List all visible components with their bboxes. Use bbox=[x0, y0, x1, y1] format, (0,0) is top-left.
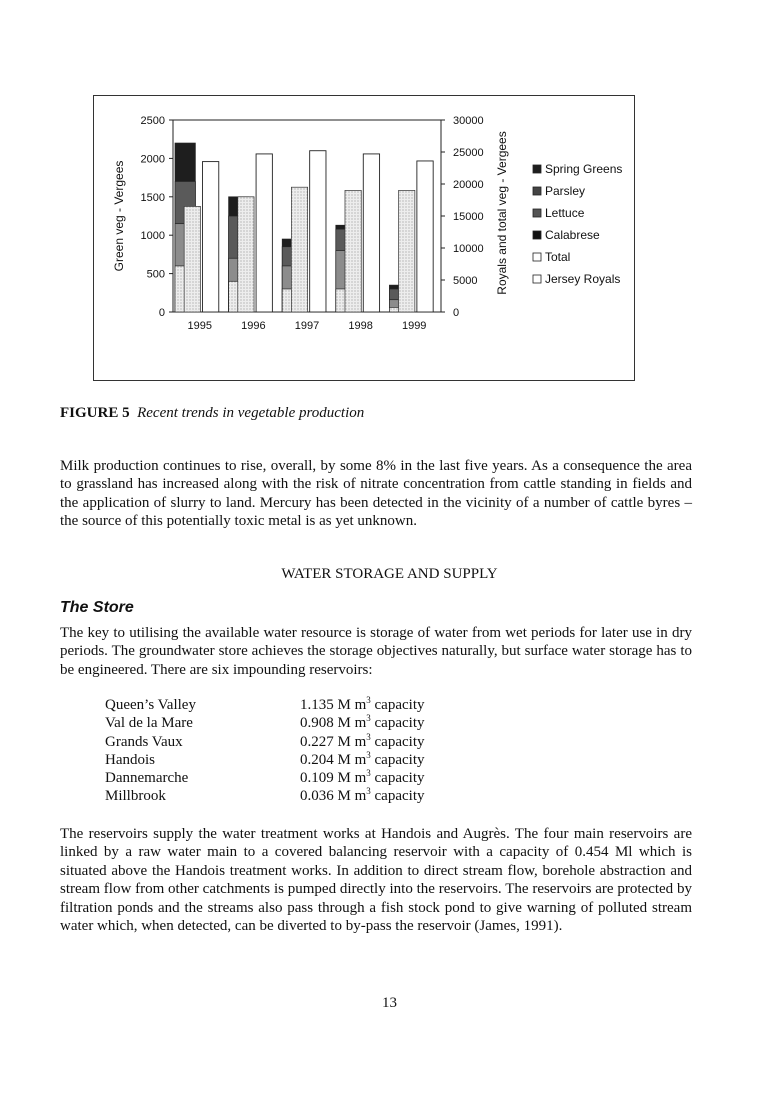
cubic-superscript: 3 bbox=[366, 731, 371, 742]
figure-caption-text: Recent trends in vegetable production bbox=[137, 405, 365, 421]
x-tick-label: 1996 bbox=[241, 320, 266, 332]
bar-jersey-royals-1998 bbox=[345, 190, 361, 312]
reservoir-capacity-value: 0.227 M m bbox=[300, 733, 367, 750]
right-tick-label: 30000 bbox=[453, 115, 484, 127]
left-tick-label: 0 bbox=[158, 307, 165, 319]
x-tick-label: 1995 bbox=[187, 320, 213, 332]
cubic-superscript: 3 bbox=[366, 768, 371, 779]
legend-swatch bbox=[533, 165, 541, 173]
cubic-superscript: 3 bbox=[366, 786, 371, 797]
left-tick-label: 2500 bbox=[140, 115, 165, 127]
section-title: WATER STORAGE AND SUPPLY bbox=[281, 566, 498, 582]
legend-label: Calabrese bbox=[545, 228, 600, 242]
paragraph-milk: Milk production continues to rise, overall, by some 8% in the last five years. As a consequence the area to grassland has increased along with the risk of nitrate concentration from cattle standing in fields and the application of slurry to land. Mercury has been detected in the vicinity of a number of cattle byres – the source of this potentially toxic metal is as yet unknown. bbox=[60, 458, 692, 530]
paragraph-reservoirs: The reservoirs supply the water treatment works at Handois and Augrès. The four main reservoirs are linked by a raw water main to a covered balancing reservoir with a capacity of 0.454 Ml which is situated above the Handois treatment works. In addition to direct stream flow, borehole abstraction and stream flow from other catchments is pumped directly into the reservoirs. The reservoirs are protected by filtration ponds and the streams also pass through a fish stock pond to give warning of polluted stream water which, when detected, can be diverted to by-pass the reservoir (James, 1991). bbox=[60, 826, 692, 935]
page-number: 13 bbox=[382, 995, 397, 1011]
bar-jersey-royals-1996 bbox=[238, 197, 254, 312]
right-tick-label: 10000 bbox=[453, 243, 484, 255]
legend-label: Lettuce bbox=[545, 206, 585, 220]
bar-jersey-royals-1995 bbox=[184, 206, 200, 312]
left-tick-label: 1000 bbox=[140, 230, 165, 243]
cubic-superscript: 3 bbox=[366, 713, 371, 724]
reservoir-name: Grands Vaux bbox=[105, 733, 183, 750]
cubic-superscript: 3 bbox=[366, 749, 371, 760]
reservoir-capacity-unit: capacity bbox=[370, 697, 425, 713]
bar-total-1995 bbox=[202, 162, 218, 312]
reservoir-capacity bbox=[300, 751, 424, 769]
reservoir-list bbox=[105, 696, 424, 806]
bar-jersey-royals-1999 bbox=[399, 190, 415, 312]
reservoir-capacity bbox=[300, 696, 424, 714]
right-tick-label: 25000 bbox=[453, 147, 484, 159]
reservoir-name: Millbrook bbox=[105, 788, 166, 805]
reservoir-row bbox=[105, 787, 424, 805]
x-tick-label: 1999 bbox=[401, 320, 427, 332]
legend-swatch bbox=[533, 209, 541, 217]
right-tick-label: 0 bbox=[453, 307, 460, 319]
right-tick-label: 15000 bbox=[453, 211, 484, 223]
subsection-title: The Store bbox=[60, 599, 134, 616]
reservoir-capacity-value: 0.908 M m bbox=[300, 715, 367, 732]
legend-label: Parsley bbox=[545, 184, 586, 198]
bar-total-1996 bbox=[256, 154, 272, 312]
reservoir-row bbox=[105, 769, 424, 787]
reservoir-capacity-unit: capacity bbox=[370, 715, 425, 732]
bar-total-1997 bbox=[310, 151, 326, 312]
left-tick-label: 2000 bbox=[140, 153, 165, 166]
figure-label: FIGURE 5 bbox=[60, 405, 130, 421]
reservoir-capacity bbox=[300, 733, 424, 751]
bar-total-1998 bbox=[363, 154, 379, 312]
left-axis-title: Green veg - Vergees bbox=[112, 160, 126, 272]
reservoir-capacity bbox=[300, 787, 424, 805]
legend-label: Spring Greens bbox=[545, 162, 623, 176]
reservoir-row bbox=[105, 714, 424, 732]
right-axis-title: Royals and total veg - Vergees bbox=[495, 131, 509, 295]
legend-swatch bbox=[533, 187, 541, 195]
reservoir-capacity-unit: capacity bbox=[370, 788, 425, 805]
vegetable-production-chart bbox=[93, 95, 635, 381]
bar-total-1999 bbox=[417, 161, 433, 312]
reservoir-capacity-value: 0.036 M m bbox=[300, 788, 367, 805]
reservoir-name: Dannemarche bbox=[105, 770, 189, 787]
legend-swatch bbox=[533, 275, 541, 283]
right-tick-label: 5000 bbox=[453, 275, 478, 287]
reservoir-capacity-unit: capacity bbox=[370, 770, 425, 787]
bar-jersey-royals-1997 bbox=[291, 187, 307, 312]
reservoir-capacity-unit: capacity bbox=[370, 733, 425, 750]
reservoir-row bbox=[105, 733, 424, 751]
reservoir-capacity-unit: capacity bbox=[370, 751, 425, 768]
x-tick-label: 1997 bbox=[294, 320, 320, 332]
paragraph-store: The key to utilising the available water resource is storage of water from wet periods for later use in dry periods. The groundwater store achieves the storage objectives naturally, but surface water storage has to be engineered. There are six impounding reservoirs: bbox=[60, 625, 692, 678]
legend-label: Jersey Royals bbox=[545, 272, 621, 286]
reservoir-row bbox=[105, 696, 424, 714]
x-tick-label: 1998 bbox=[348, 320, 373, 332]
right-tick-label: 20000 bbox=[453, 179, 484, 191]
reservoir-name: Handois bbox=[105, 751, 155, 768]
legend-label: Total bbox=[545, 250, 571, 264]
left-tick-label: 500 bbox=[146, 268, 165, 281]
reservoir-capacity-value: 0.204 M m bbox=[300, 751, 367, 768]
reservoir-name: Queen’s Valley bbox=[105, 697, 196, 713]
reservoir-capacity bbox=[300, 769, 424, 787]
reservoir-name: Val de la Mare bbox=[105, 715, 193, 732]
reservoir-capacity-value: 1.135 M m bbox=[300, 697, 367, 713]
cubic-superscript: 3 bbox=[366, 695, 371, 705]
reservoir-capacity bbox=[300, 714, 424, 732]
left-tick-label: 1500 bbox=[140, 191, 165, 204]
legend-swatch bbox=[533, 231, 541, 239]
legend-swatch bbox=[533, 253, 541, 261]
reservoir-row bbox=[105, 751, 424, 769]
reservoir-capacity-value: 0.109 M m bbox=[300, 770, 367, 787]
figure-caption bbox=[60, 405, 364, 422]
